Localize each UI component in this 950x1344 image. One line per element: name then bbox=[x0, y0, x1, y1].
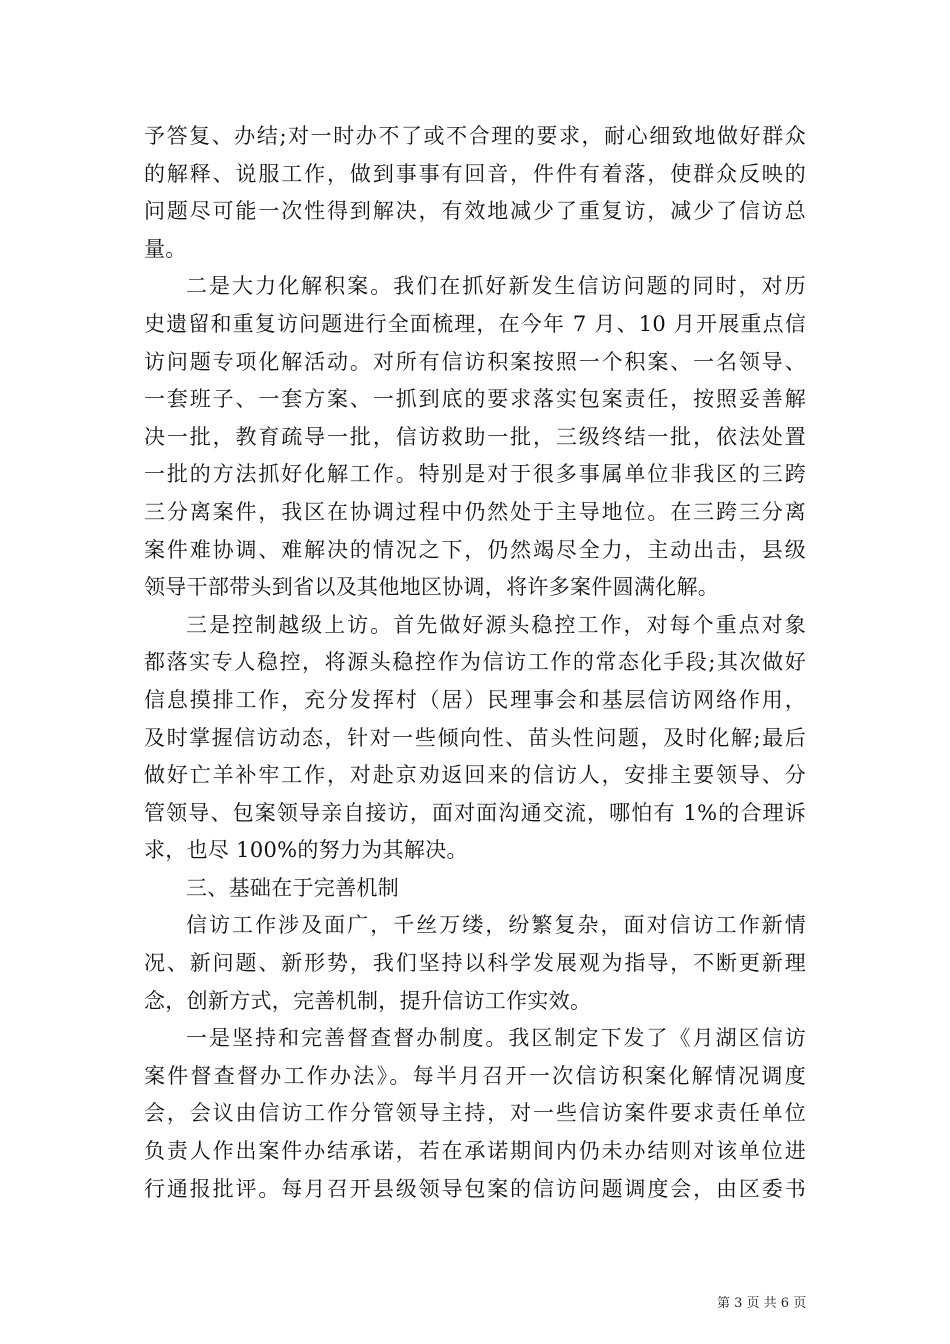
page-number: 第 3 页 共 6 页 bbox=[717, 1296, 807, 1311]
text-line: 及时掌握信访动态，针对一些倾向性、苗头性问题，及时化解;最后 bbox=[144, 725, 806, 750]
text-line: 念，创新方式，完善机制，提升信访工作实效。 bbox=[144, 988, 592, 1013]
paragraph bbox=[144, 907, 806, 1020]
text-line: 史遗留和重复访问题进行全面梳理，在今年 7 月、10 月开展重点信 bbox=[144, 311, 806, 336]
document-body bbox=[144, 118, 806, 1208]
text-line: 一批的方法抓好化解工作。特别是对于很多事属单位非我区的三跨 bbox=[144, 462, 806, 487]
text-line: 信访工作涉及面广，千丝万缕，纷繁复杂，面对信访工作新情 bbox=[186, 913, 806, 938]
text-line: 会，会议由信访工作分管领导主持，对一些信访案件要求责任单位 bbox=[144, 1101, 806, 1126]
text-line: 予答复、办结;对一时办不了或不合理的要求，耐心细致地做好群众 bbox=[144, 124, 806, 148]
section-heading bbox=[144, 870, 806, 908]
text-line: 都落实专人稳控，将源头稳控作为信访工作的常态化手段;其次做好 bbox=[144, 650, 806, 675]
text-line: 量。 bbox=[144, 236, 187, 261]
text-line: 案件难协调、难解决的情况之下，仍然竭尽全力，主动出击，县级 bbox=[144, 537, 806, 562]
text-line: 做好亡羊补牢工作，对赴京劝返回来的信访人，安排主要领导、分 bbox=[144, 763, 806, 788]
text-line: 况、新问题、新形势，我们坚持以科学发展观为指导，不断更新理 bbox=[144, 951, 806, 976]
text-line: 的解释、说服工作，做到事事有回音，件件有着落，使群众反映的 bbox=[144, 161, 806, 186]
text-line: 访问题专项化解活动。对所有信访积案按照一个积案、一名领导、 bbox=[144, 349, 806, 374]
paragraph bbox=[144, 1020, 806, 1208]
text-line: 管领导、包案领导亲自接访，面对面沟通交流，哪怕有 1%的合理诉 bbox=[144, 800, 806, 825]
text-line: 行通报批评。每月召开县级领导包案的信访问题调度会，由区委书 bbox=[144, 1176, 806, 1201]
text-line: 一套班子、一套方案、一抓到底的要求落实包案责任，按照妥善解 bbox=[144, 387, 806, 412]
heading-text: 三、基础在于完善机制 bbox=[186, 875, 399, 900]
text-line: 三分离案件，我区在协调过程中仍然处于主导地位。在三跨三分离 bbox=[144, 499, 806, 524]
text-line: 案件督查督办工作办法》。每半月召开一次信访积案化解情况调度 bbox=[144, 1063, 806, 1088]
text-line: 信息摸排工作，充分发挥村（居）民理事会和基层信访网络作用， bbox=[144, 687, 806, 712]
text-line: 决一批，教育疏导一批，信访救助一批，三级终结一批，依法处置 bbox=[144, 424, 806, 449]
paragraph bbox=[144, 268, 806, 606]
paragraph bbox=[144, 607, 806, 870]
text-line: 三是控制越级上访。首先做好源头稳控工作，对每个重点对象 bbox=[186, 612, 806, 637]
text-line: 一是坚持和完善督查督办制度。我区制定下发了《月湖区信访 bbox=[186, 1026, 806, 1051]
text-line: 求，也尽 100%的努力为其解决。 bbox=[144, 838, 468, 863]
text-line: 二是大力化解积案。我们在抓好新发生信访问题的同时，对历 bbox=[186, 274, 806, 299]
text-line: 问题尽可能一次性得到解决，有效地减少了重复访，减少了信访总 bbox=[144, 199, 806, 224]
text-line: 领导干部带头到省以及其他地区协调，将许多案件圆满化解。 bbox=[144, 575, 720, 600]
text-line: 负责人作出案件办结承诺，若在承诺期间内仍未办结则对该单位进 bbox=[144, 1139, 806, 1164]
paragraph bbox=[144, 118, 806, 268]
